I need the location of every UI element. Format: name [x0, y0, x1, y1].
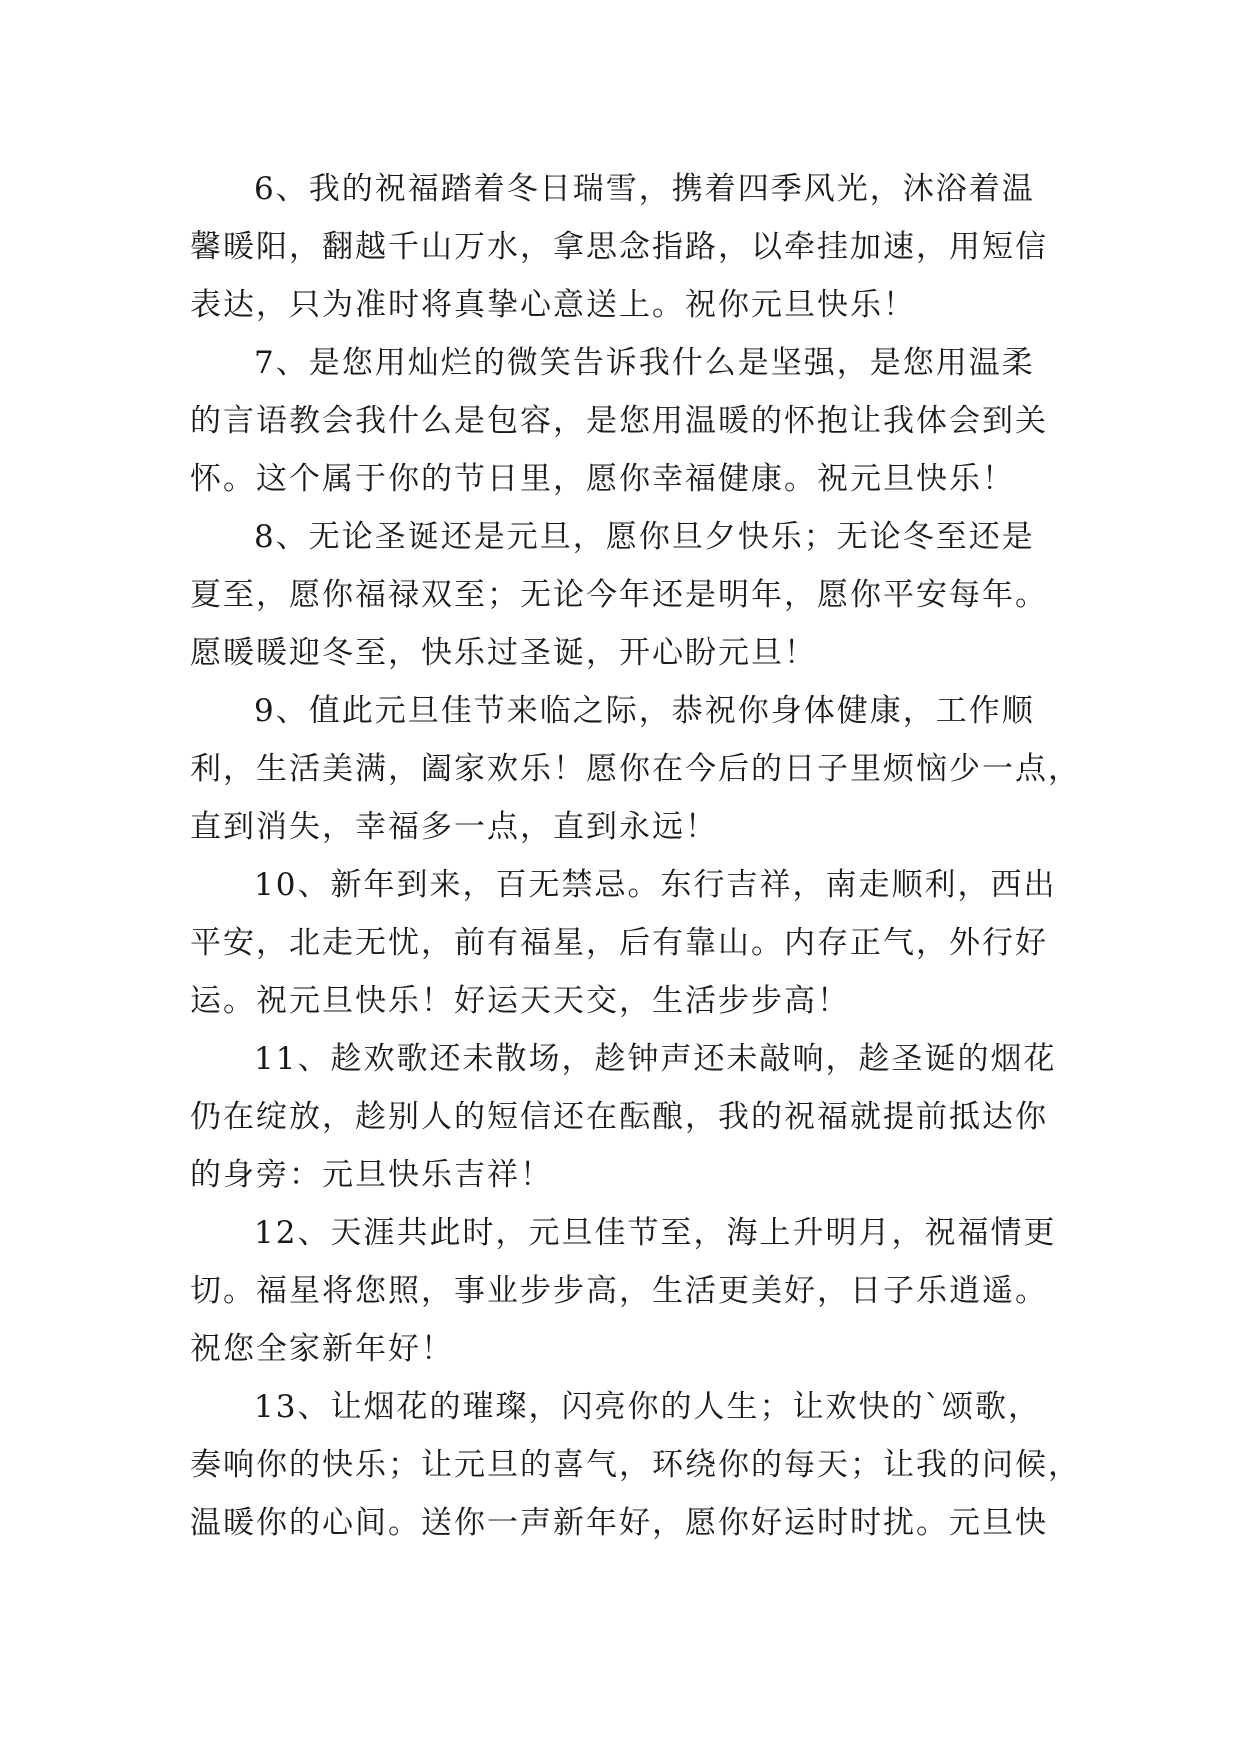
paragraph-7: [190, 334, 1060, 508]
paragraph-line: 怀。这个属于你的节日里，愿你幸福健康。祝元旦快乐！: [190, 461, 1015, 497]
paragraph-line: 奏响你的快乐；让元旦的喜气，环绕你的每天；让我的问候，: [190, 1447, 1081, 1483]
paragraph-10: [190, 856, 1060, 1030]
paragraph-line: 馨暖阳，翻越千山万水，拿思念指路，以牵挂加速，用短信: [190, 229, 1048, 265]
paragraph-6: [190, 160, 1060, 334]
paragraph-line: 表达，只为准时将真挚心意送上。祝你元旦快乐！: [190, 287, 916, 323]
paragraph-13: [190, 1378, 1081, 1552]
paragraph-line: 11、趁欢歌还未散场，趁钟声还未敲响，趁圣诞的烟花: [254, 1041, 1057, 1077]
paragraph-line: 13、让烟花的璀璨，闪亮你的人生；让欢快的`颂歌，: [254, 1389, 1041, 1425]
paragraph-line: 6、我的祝福踏着冬日瑞雪，携着四季风光，沐浴着温: [254, 171, 1035, 207]
document-body: [190, 160, 1081, 1552]
paragraph-line: 祝您全家新年好！: [190, 1331, 454, 1367]
paragraph-9: [190, 682, 1081, 856]
paragraph-line: 平安，北走无忧，前有福星，后有靠山。内存正气，外行好: [190, 925, 1048, 961]
paragraph-8: [190, 508, 1060, 682]
paragraph-line: 切。福星将您照，事业步步高，生活更美好，日子乐逍遥。: [190, 1273, 1048, 1309]
paragraph-line: 9、值此元旦佳节来临之际，恭祝你身体健康，工作顺: [254, 693, 1035, 729]
paragraph-line: 温暖你的心间。送你一声新年好，愿你好运时时扰。元旦快: [190, 1505, 1048, 1541]
paragraph-line: 的身旁：元旦快乐吉祥！: [190, 1157, 553, 1193]
paragraph-line: 8、无论圣诞还是元旦，愿你旦夕快乐；无论冬至还是: [254, 519, 1035, 555]
paragraph-12: [190, 1204, 1060, 1378]
paragraph-line: 12、天涯共此时，元旦佳节至，海上升明月，祝福情更: [254, 1215, 1057, 1251]
paragraph-line: 10、新年到来，百无禁忌。东行吉祥，南走顺利，西出: [254, 867, 1057, 903]
paragraph-line: 的言语教会我什么是包容，是您用温暖的怀抱让我体会到关: [190, 403, 1048, 439]
paragraph-line: 直到消失，幸福多一点，直到永远！: [190, 809, 718, 845]
paragraph-line: 仍在绽放，趁别人的短信还在酝酿，我的祝福就提前抵达你: [190, 1099, 1048, 1135]
paragraph-11: [190, 1030, 1060, 1204]
paragraph-line: 运。祝元旦快乐！好运天天交，生活步步高！: [190, 983, 850, 1019]
paragraph-line: 7、是您用灿烂的微笑告诉我什么是坚强，是您用温柔: [254, 345, 1035, 381]
paragraph-line: 利，生活美满，阖家欢乐！愿你在今后的日子里烦恼少一点，: [190, 751, 1081, 787]
paragraph-line: 愿暖暖迎冬至，快乐过圣诞，开心盼元旦！: [190, 635, 817, 671]
paragraph-line: 夏至，愿你福禄双至；无论今年还是明年，愿你平安每年。: [190, 577, 1048, 613]
